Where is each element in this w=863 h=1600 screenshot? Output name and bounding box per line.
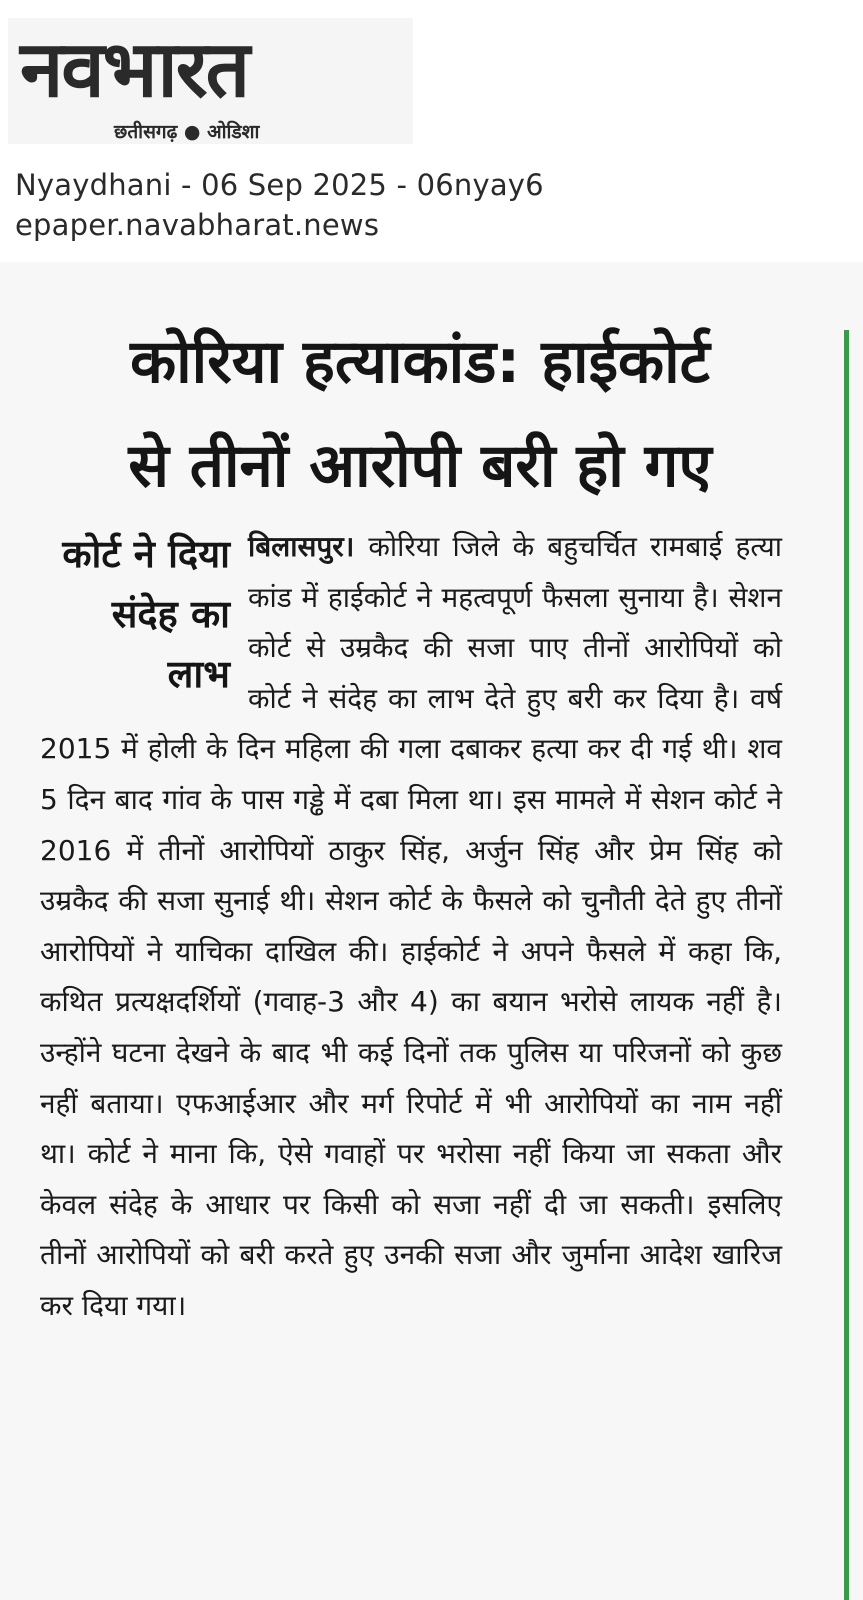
column-rule [844, 330, 849, 1600]
epaper-url: epaper.navabharat.news [15, 208, 380, 242]
headline-line-2: से तीनों आरोपी बरी हो गए [128, 431, 712, 501]
article-body [40, 522, 782, 1332]
headline [40, 310, 800, 518]
body-text: कोरिया जिले के बहुचर्चित रामबाई हत्या कांड में हाईकोर्ट ने महत्वपूर्ण फैसला सुनाया है। सेशन कोर्ट से उम्रकैद की सजा पाए तीनों आरोपियों को कोर्ट ने संदेह का लाभ देते हुए बरी कर दिया है। वर्ष 2015 में होली के दिन महिला की गला दबाकर हत्या कर दी गई थी। शव 5 दिन बाद गांव के पास गड्ढे में दबा मिला था। इस मामले में सेशन कोर्ट ने 2016 में तीनों आरोपियों ठाकुर सिंह, अर्जुन सिंह और प्रेम सिंह को उम्रकैद की सजा सुनाई थी। सेशन कोर्ट के फैसले को चुनौती देते हुए तीनों आरोपियों ने याचिका दाखिल की। हाईकोर्ट ने अपने फैसले में कहा कि, कथित प्रत्यक्षदर्शियों (गवाह-3 और 4) का बयान भरोसे लायक नहीं है। उन्होंने घटना देखने के बाद भी कई दिनों तक पुलिस या परिजनों को कुछ नहीं बताया। एफआईआर और मर्ग रिपोर्ट में भी आरोपियों का नाम नहीं था। कोर्ट ने माना कि, ऐसे गवाहों पर भरोसा नहीं किया जा सकता और केवल संदेह के आधार पर किसी को सजा नहीं दी जा सकती। इसलिए तीनों आरोपियों को बरी करते हुए उनकी सजा और जुर्माना आदेश खारिज कर दिया गया। [40, 530, 783, 1322]
edition-label: छतीसगढ़ ● ओडिशा [114, 121, 260, 143]
edition-date-line: Nyaydhani - 06 Sep 2025 - 06nyay6 [15, 168, 544, 202]
dateline: बिलासपुर। [248, 530, 369, 563]
masthead [8, 18, 413, 144]
pullquote: कोर्ट ने दिया संदेह का लाभ [62, 532, 230, 696]
newspaper-logo: नवभारत [20, 25, 249, 115]
headline-line-1: कोरिया हत्याकांड: हाईकोर्ट [130, 327, 710, 397]
